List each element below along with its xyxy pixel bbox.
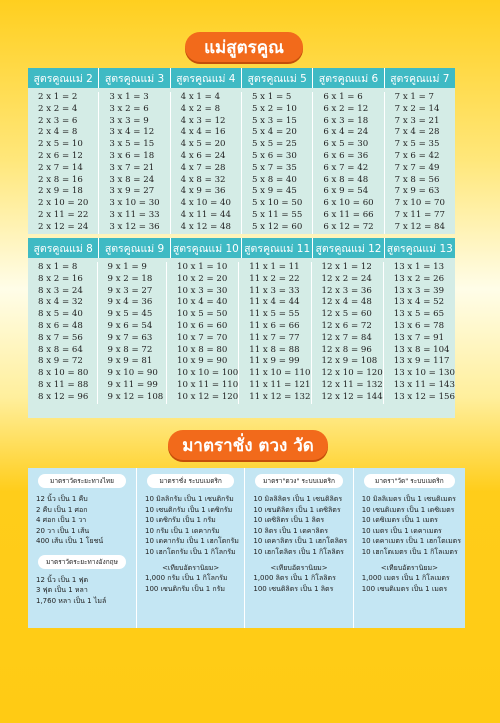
measure-line: 10 เดซิลิตร เป็น 1 ลิตร <box>253 516 325 524</box>
equation-line: 13 x 5 = 65 <box>393 309 445 320</box>
equation-line: 8 x 4 = 32 <box>38 297 83 308</box>
measure-line: 100 เซนติลิตร เป็น 1 ลิตร <box>253 584 334 593</box>
table-header: สูตรคูณแม่ 2 <box>28 68 99 88</box>
volume-column <box>245 468 353 628</box>
equation-line: 4 x 10 = 40 <box>180 198 231 209</box>
equation-line: 5 x 9 = 45 <box>251 186 297 197</box>
equation-line: 13 x 4 = 52 <box>393 297 445 308</box>
equation-line: 8 x 11 = 88 <box>38 379 89 390</box>
equation-line: 8 x 10 = 80 <box>38 368 89 379</box>
equation-line: 2 x 3 = 6 <box>38 115 78 126</box>
page-title: แม่สูตรคูณ <box>185 32 303 62</box>
equation-line: 13 x 3 = 39 <box>393 285 445 296</box>
equation-line: 8 x 8 = 64 <box>38 344 83 355</box>
equation-line: 4 x 2 = 8 <box>180 103 221 114</box>
equation-line: 3 x 9 = 27 <box>109 186 155 197</box>
thai-english-distance-column <box>28 468 137 628</box>
table-header: สูตรคูณแม่ 4 <box>171 68 242 88</box>
equation-line: 5 x 4 = 20 <box>251 127 297 138</box>
equation-line: 3 x 4 = 12 <box>109 127 155 138</box>
measure-line: 10 เมตร เป็น 1 เดคาเมตร <box>361 526 442 535</box>
table-header: สูตรคูณแม่ 13 <box>386 242 453 255</box>
equation-line: 10 x 10 = 100 <box>177 368 239 379</box>
equation-line: 4 x 5 = 20 <box>180 139 226 150</box>
table-header: สูตรคูณแม่ 5 <box>242 68 313 88</box>
equation-line: 3 x 11 = 33 <box>109 209 160 220</box>
equation-line: 12 x 6 = 72 <box>321 320 372 331</box>
table-header: สูตรคูณแม่ 11 <box>242 238 313 258</box>
measure-line: 100 เซนติกรัม เป็น 1 กรัม <box>145 584 226 593</box>
measure-line: 1,000 เมตร เป็น 1 กิโลเมตร <box>361 574 450 582</box>
equation-line: 8 x 12 = 96 <box>38 391 89 402</box>
equation-line: 6 x 11 = 66 <box>323 209 374 220</box>
equation-line: 3 x 2 = 6 <box>109 103 149 114</box>
equation-line: 13 x 8 = 104 <box>393 344 450 355</box>
equation-line: 7 x 1 = 7 <box>394 92 435 102</box>
equation-line: 11 x 7 = 77 <box>249 332 300 343</box>
equation-line: 13 x 9 = 117 <box>393 356 450 367</box>
equation-line: 10 x 3 = 30 <box>177 285 228 296</box>
equation-line: 13 x 10 = 130 <box>393 368 455 379</box>
equation-line: 9 x 2 = 18 <box>107 273 153 284</box>
measurement-panel <box>28 468 465 628</box>
equation-line: 9 x 6 = 54 <box>107 320 153 331</box>
weight-column <box>137 468 245 628</box>
table-column <box>167 262 239 404</box>
table-header: สูตรคูณแม่ 7 <box>390 72 450 85</box>
equation-line: 2 x 2 = 4 <box>38 103 78 114</box>
equation-line: 8 x 2 = 16 <box>38 273 83 284</box>
measure-line: 1,000 กรัม เป็น 1 กิโลกรัม <box>145 574 228 582</box>
equation-line: 10 x 5 = 50 <box>177 309 228 320</box>
measure-line: 10 ลิตร เป็น 1 เดคาลิตร <box>253 526 328 535</box>
equation-line: 4 x 1 = 4 <box>180 92 221 102</box>
equation-line: 9 x 3 = 27 <box>107 285 153 296</box>
equation-line: 2 x 8 = 16 <box>38 174 83 185</box>
equation-line: 4 x 6 = 24 <box>180 150 226 161</box>
equation-line: 4 x 12 = 48 <box>180 221 231 232</box>
equation-line: 5 x 11 = 55 <box>251 209 303 220</box>
equation-line: 10 x 11 = 110 <box>177 379 239 390</box>
equation-line: 11 x 1 = 11 <box>249 262 300 272</box>
equation-line: 10 x 7 = 70 <box>177 332 228 343</box>
equation-line: 12 x 8 = 96 <box>321 344 372 355</box>
equation-line: 6 x 2 = 12 <box>323 103 369 114</box>
equation-line: 9 x 9 = 81 <box>107 356 153 367</box>
measure-title: มาตราชั่ง ตวง วัด <box>168 430 328 460</box>
equation-line: 8 x 3 = 24 <box>38 285 83 296</box>
equation-line: 9 x 5 = 45 <box>107 309 153 320</box>
measure-line: 100 เซนติเมตร เป็น 1 เมตร <box>361 584 448 593</box>
equation-line: 6 x 4 = 24 <box>323 127 369 138</box>
table-header: สูตรคูณแม่ 10 <box>171 238 242 258</box>
equation-line: 4 x 3 = 12 <box>180 115 226 126</box>
measure-line: 10 เดซิกรัม เป็น 1 กรัม <box>145 516 216 524</box>
equation-line: 2 x 6 = 12 <box>38 150 83 161</box>
equation-line: 3 x 10 = 30 <box>109 198 160 209</box>
equation-line: 2 x 1 = 2 <box>38 92 78 102</box>
measure-line: 12 นิ้ว เป็น 1 ฟุต <box>36 575 89 584</box>
equation-line: 4 x 4 = 16 <box>180 127 226 138</box>
equation-line: 7 x 7 = 49 <box>394 162 440 173</box>
equation-line: 5 x 8 = 40 <box>251 174 297 185</box>
equation-line: 2 x 7 = 14 <box>38 162 83 173</box>
table-header: สูตรคูณแม่ 9 <box>99 238 170 258</box>
section-heading: มาตรา"ตวง" ระบบเมตริก <box>255 474 342 488</box>
equation-line: 6 x 9 = 54 <box>323 186 369 197</box>
measure-line: 10 มิลลิลิตร เป็น 1 เซนติลิตร <box>253 495 343 503</box>
section-heading: มาตรา"วัด" ระบบเมตริก <box>364 474 455 488</box>
equation-line: 4 x 7 = 28 <box>180 162 226 173</box>
equation-line: 5 x 5 = 25 <box>251 139 297 150</box>
equation-line: 7 x 9 = 63 <box>394 186 440 197</box>
equation-line: 3 x 8 = 24 <box>109 174 155 185</box>
line-list <box>358 494 461 557</box>
equation-line: 3 x 12 = 36 <box>109 221 160 232</box>
line-list <box>141 573 240 594</box>
equation-line: 9 x 7 = 63 <box>107 332 153 343</box>
equation-line: 12 x 5 = 60 <box>321 309 372 320</box>
equation-line: 7 x 11 = 77 <box>394 209 445 220</box>
equation-line: 6 x 8 = 48 <box>323 174 369 185</box>
equation-line: 13 x 6 = 78 <box>393 320 445 331</box>
measure-line: 10 เดคาลิตร เป็น 1 เฮกโตลิตร <box>253 537 348 545</box>
length-column <box>354 468 465 628</box>
equation-line: 11 x 5 = 55 <box>249 309 300 320</box>
equation-line: 4 x 8 = 32 <box>180 174 226 185</box>
table-column <box>384 262 455 404</box>
equation-line: 8 x 1 = 8 <box>38 262 78 272</box>
equation-line: 11 x 6 = 66 <box>249 320 300 331</box>
equation-line: 2 x 12 = 24 <box>38 221 89 232</box>
equation-line: 3 x 1 = 3 <box>109 92 149 102</box>
equation-line: 10 x 8 = 80 <box>177 344 228 355</box>
measure-line: 400 เส้น เป็น 1 โยชน์ <box>36 537 104 545</box>
table-column <box>171 92 242 234</box>
equation-line: 2 x 10 = 20 <box>38 198 89 209</box>
measure-line: 3 ฟุต เป็น 1 หลา <box>36 586 88 594</box>
equation-line: 12 x 9 = 108 <box>321 356 378 367</box>
equation-line: 11 x 9 = 99 <box>249 356 300 367</box>
measure-line: 4 ศอก เป็น 1 วา <box>36 516 87 524</box>
equation-line: 5 x 12 = 60 <box>251 221 303 232</box>
table-column <box>239 262 311 404</box>
equation-line: 7 x 12 = 84 <box>394 221 445 232</box>
equation-line: 12 x 2 = 24 <box>321 273 372 284</box>
sub-heading: <เทียบอัตรานิยม> <box>380 564 438 572</box>
table-column <box>242 92 313 234</box>
equation-line: 12 x 7 = 84 <box>321 332 372 343</box>
equation-line: 9 x 11 = 99 <box>107 379 158 390</box>
equation-line: 7 x 8 = 56 <box>394 174 440 185</box>
equation-line: 13 x 7 = 91 <box>393 332 445 343</box>
equation-line: 10 x 4 = 40 <box>177 297 228 308</box>
table-column <box>99 92 170 234</box>
measure-line: 2 คืบ เป็น 1 ศอก <box>36 505 88 514</box>
equation-line: 2 x 9 = 18 <box>38 186 83 197</box>
equation-line: 6 x 6 = 36 <box>323 150 369 161</box>
measure-line: 10 กรัม เป็น 1 เดคากรัม <box>145 526 220 535</box>
table-column <box>313 92 384 234</box>
equation-line: 6 x 10 = 60 <box>323 198 374 209</box>
table-header: สูตรคูณแม่ 12 <box>313 238 384 258</box>
equation-line: 9 x 12 = 108 <box>107 391 164 402</box>
measure-line: 1,000 ลิตร เป็น 1 กิโลลิตร <box>253 574 336 582</box>
equation-line: 13 x 2 = 26 <box>393 273 445 284</box>
equation-line: 11 x 4 = 44 <box>249 297 300 308</box>
equation-line: 10 x 9 = 90 <box>177 356 228 367</box>
equation-line: 8 x 6 = 48 <box>38 320 83 331</box>
equation-line: 9 x 4 = 36 <box>107 297 153 308</box>
table-column <box>28 92 99 234</box>
measure-line: 1,760 หลา เป็น 1 ไมล์ <box>36 596 107 605</box>
equation-line: 8 x 9 = 72 <box>38 356 83 367</box>
equation-line: 7 x 3 = 21 <box>394 115 440 126</box>
equation-line: 13 x 11 = 143 <box>393 379 455 390</box>
multiplication-block-top <box>28 68 455 234</box>
table-header-row <box>28 238 455 258</box>
equation-line: 9 x 10 = 90 <box>107 368 158 379</box>
table-column <box>385 92 455 234</box>
table-columns <box>28 88 455 234</box>
equation-line: 8 x 7 = 56 <box>38 332 83 343</box>
equation-line: 12 x 10 = 120 <box>321 368 383 379</box>
equation-line: 12 x 4 = 48 <box>321 297 372 308</box>
measure-line: 10 เซนติกรัม เป็น 1 เดซิกรัม <box>145 505 233 514</box>
table-header-row <box>28 68 455 88</box>
measure-line: 10 มิลลิกรัม เป็น 1 เซนติกรัม <box>145 495 234 503</box>
measure-line: 10 เดซิเมตร เป็น 1 เมตร <box>361 516 438 524</box>
equation-line: 9 x 1 = 9 <box>107 262 147 272</box>
measure-line: 10 เฮกโตกรัม เป็น 1 กิโลกรัม <box>145 547 236 556</box>
equation-line: 11 x 3 = 33 <box>249 285 300 296</box>
equation-line: 6 x 1 = 6 <box>323 92 363 102</box>
table-header: สูตรคูณแม่ 8 <box>28 238 99 258</box>
equation-line: 7 x 2 = 14 <box>394 103 440 114</box>
equation-line: 10 x 2 = 20 <box>177 273 228 284</box>
equation-line: 7 x 4 = 28 <box>394 127 440 138</box>
equation-line: 5 x 6 = 30 <box>251 150 297 161</box>
equation-line: 4 x 11 = 44 <box>180 209 231 220</box>
table-column <box>28 262 98 404</box>
equation-line: 11 x 8 = 88 <box>249 344 300 355</box>
line-list <box>249 494 348 557</box>
equation-line: 4 x 9 = 36 <box>180 186 226 197</box>
line-list <box>249 573 348 594</box>
measure-line: 10 เฮกโตเมตร เป็น 1 กิโลเมตร <box>361 547 458 556</box>
measure-line: 10 เซนติเมตร เป็น 1 เดซิเมตร <box>361 505 455 514</box>
equation-line: 3 x 5 = 15 <box>109 139 155 150</box>
equation-line: 10 x 12 = 120 <box>177 391 239 402</box>
equation-line: 9 x 8 = 72 <box>107 344 153 355</box>
section-heading: มาตราวัดระยะทางไทย <box>38 474 126 488</box>
equation-line: 6 x 5 = 30 <box>323 139 369 150</box>
measure-line: 20 วา เป็น 1 เส้น <box>36 526 90 535</box>
line-list <box>32 575 132 607</box>
equation-line: 12 x 3 = 36 <box>321 285 372 296</box>
section-heading: มาตราชั่ง ระบบเมตริก <box>147 474 234 488</box>
equation-line: 6 x 12 = 72 <box>323 221 374 232</box>
multiplication-block-bottom <box>28 238 455 418</box>
equation-line: 12 x 12 = 144 <box>321 391 383 402</box>
table-column <box>98 262 168 404</box>
measure-line: 10 เซนติลิตร เป็น 1 เดซิลิตร <box>253 505 341 514</box>
equation-line: 11 x 12 = 132 <box>249 391 311 402</box>
equation-line: 7 x 5 = 35 <box>394 139 440 150</box>
measure-line: 10 เฮกโตลิตร เป็น 1 กิโลลิตร <box>253 547 344 556</box>
equation-line: 3 x 3 = 9 <box>109 115 149 126</box>
measure-line: 12 นิ้ว เป็น 1 คืบ <box>36 495 88 503</box>
equation-line: 2 x 5 = 10 <box>38 139 83 150</box>
line-list <box>32 494 132 547</box>
measure-line: 10 เดคาเมตร เป็น 1 เฮกโตเมตร <box>361 537 461 545</box>
equation-line: 5 x 2 = 10 <box>251 103 297 114</box>
equation-line: 12 x 11 = 132 <box>321 379 383 390</box>
equation-line: 12 x 1 = 12 <box>321 262 372 272</box>
equation-line: 8 x 5 = 40 <box>38 309 83 320</box>
equation-line: 11 x 10 = 110 <box>249 368 311 379</box>
equation-line: 3 x 6 = 18 <box>109 150 155 161</box>
measure-line: 10 เดคากรัม เป็น 1 เฮกโตกรัม <box>145 537 239 545</box>
equation-line: 10 x 6 = 60 <box>177 320 228 331</box>
table-columns <box>28 258 455 404</box>
line-list <box>358 573 461 594</box>
equation-line: 5 x 7 = 35 <box>251 162 297 173</box>
equation-line: 11 x 11 = 121 <box>249 379 311 390</box>
equation-line: 5 x 1 = 5 <box>251 92 292 102</box>
equation-line: 6 x 7 = 42 <box>323 162 369 173</box>
equation-line: 10 x 1 = 10 <box>177 262 228 272</box>
section-heading: มาตราวัดระยะทางอังกฤษ <box>38 555 126 569</box>
equation-line: 7 x 6 = 42 <box>394 150 440 161</box>
equation-line: 13 x 1 = 13 <box>393 262 445 272</box>
equation-line: 7 x 10 = 70 <box>394 198 445 209</box>
equation-line: 5 x 3 = 15 <box>251 115 297 126</box>
line-list <box>141 494 240 557</box>
table-header: สูตรคูณแม่ 3 <box>99 68 170 88</box>
equation-line: 2 x 4 = 8 <box>38 127 78 138</box>
sub-heading: <เทียบอัตรานิยม> <box>270 564 328 572</box>
table-column <box>312 262 384 404</box>
equation-line: 2 x 11 = 22 <box>38 209 89 220</box>
equation-line: 13 x 12 = 156 <box>393 391 455 402</box>
equation-line: 11 x 2 = 22 <box>249 273 300 284</box>
equation-line: 5 x 10 = 50 <box>251 198 303 209</box>
equation-line: 3 x 7 = 21 <box>109 162 155 173</box>
measure-line: 10 มิลลิเมตร เป็น 1 เซนติเมตร <box>361 495 456 503</box>
sub-heading: <เทียบอัตรานิยม> <box>162 564 220 572</box>
equation-line: 6 x 3 = 18 <box>323 115 369 126</box>
table-header: สูตรคูณแม่ 6 <box>313 68 384 88</box>
